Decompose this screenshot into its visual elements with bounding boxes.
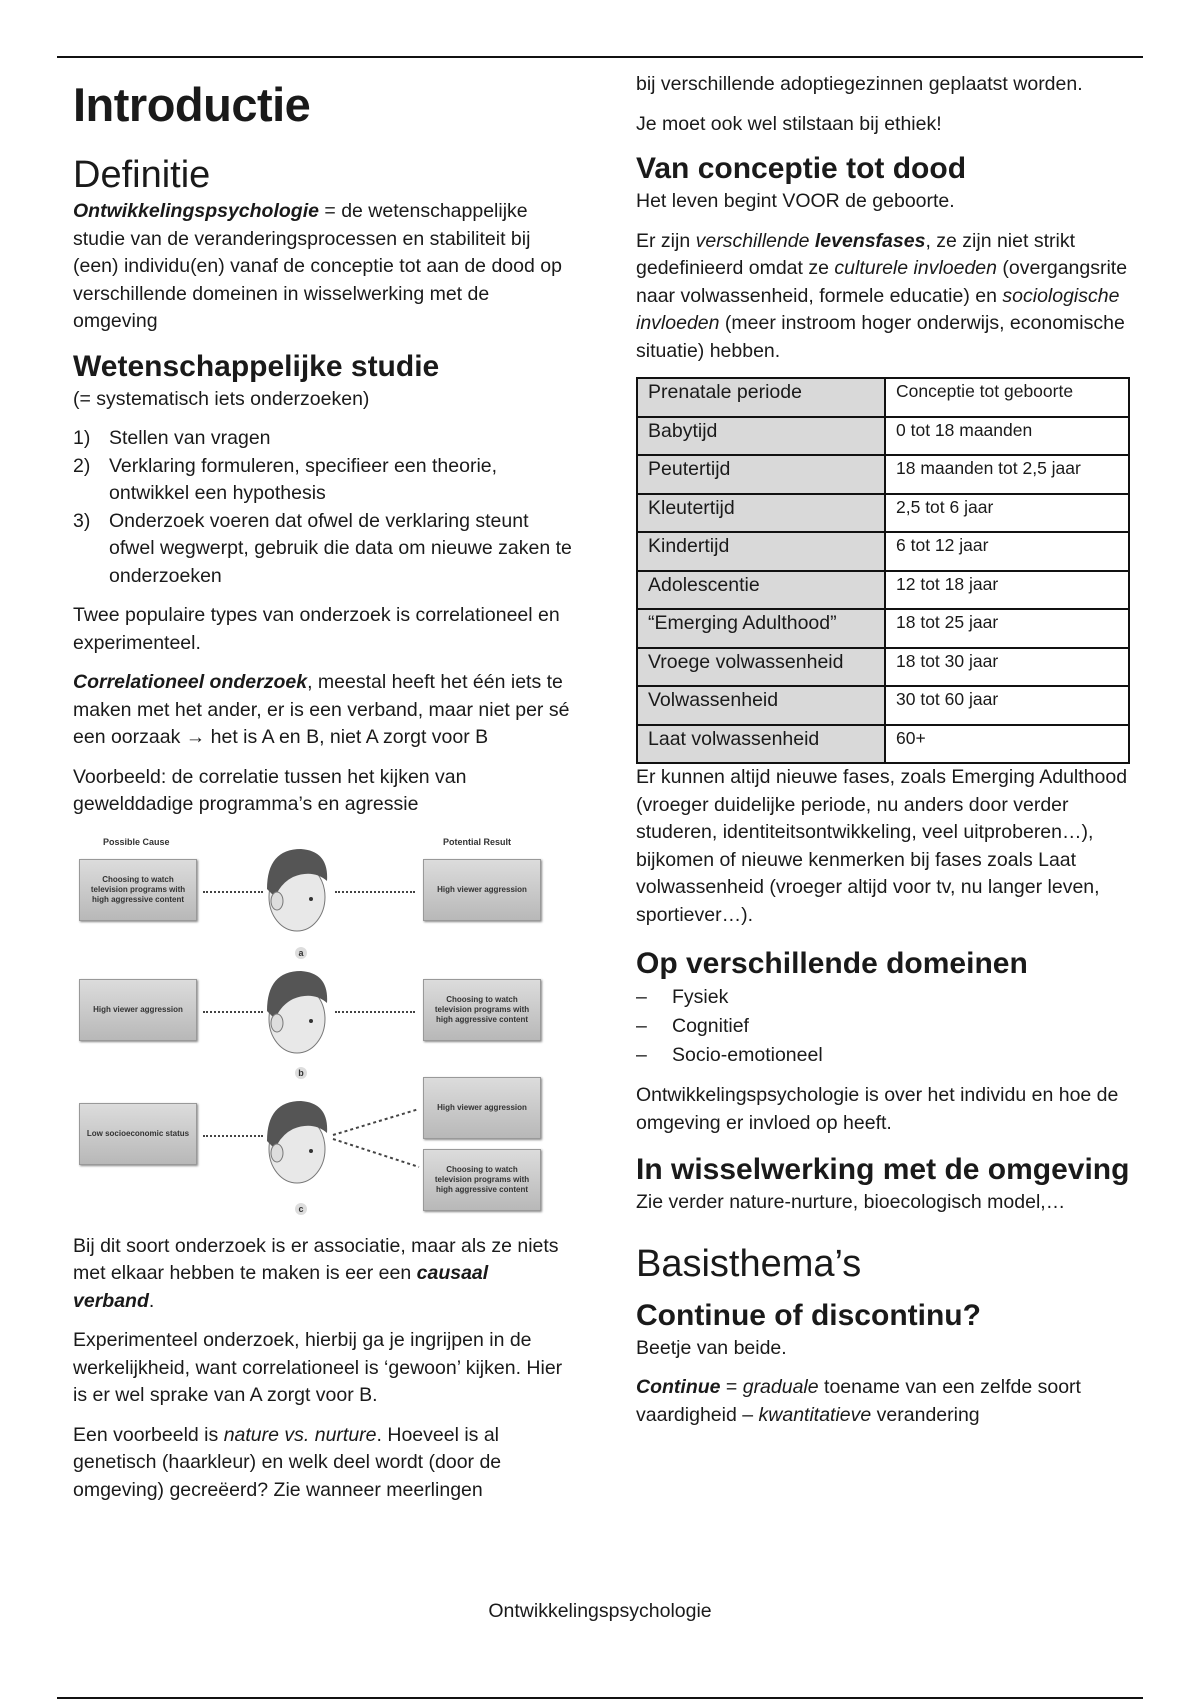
figure-c-result1-box: High viewer aggression [423, 1077, 541, 1139]
heading-op-verschillende-domeinen: Op verschillende domeinen [636, 947, 1028, 980]
steps-list [73, 425, 573, 590]
example-paragraph: Voorbeeld: de correlatie tussen het kijken van gewelddadige programma’s en agressie [73, 765, 467, 815]
table-row: Adolescentie 12 tot 18 jaar [637, 571, 1129, 610]
figure-c-cause-box: Low socioeconomic status [79, 1103, 197, 1165]
table-row: “Emerging Adulthood” 18 tot 25 jaar [637, 609, 1129, 648]
child-head-icon [253, 1091, 333, 1191]
list-item: – Cognitief [636, 1015, 749, 1037]
figure-a-result-box: High viewer aggression [423, 859, 541, 921]
table-row: Laat volwassenheid 60+ [637, 725, 1129, 764]
figure-label-result: Potential Result [443, 836, 512, 847]
heading-wetenschappelijke-studie: Wetenschappelijke studie [73, 349, 440, 383]
child-head-icon [253, 961, 333, 1061]
levensfases-paragraph: Er zijn verschillende levensfases, ze zijn niet strikt gedefinieerd omdat ze culturele invloeden (overgangsrite naar volwassenheid, formele educatie) en sociologische invloeden (meer instroom hoger onderwijs, economische situatie) hebben. [636, 229, 1128, 362]
heading-definitie: Definitie [73, 154, 211, 196]
ethics-paragraph: Je moet ook wel stilstaan bij ethiek! [636, 112, 942, 135]
basis-intro: Beetje van beide. [636, 1336, 787, 1359]
figure-c-result2-box: Choosing to watch television programs with high aggressive content [423, 1149, 541, 1211]
continue-definition-paragraph: Continue = graduale toename van een zelfde soort vaardigheid – kwantitatieve verandering [636, 1376, 1081, 1426]
figure-b-cause-box: High viewer aggression [79, 979, 197, 1041]
child-head-icon [253, 839, 333, 939]
table-row: Babytijd 0 tot 18 maanden [637, 417, 1129, 456]
heading-basisthemas: Basisthema’s [636, 1242, 862, 1285]
list-item: – Socio-emotioneel [636, 1044, 823, 1066]
heading-in-wisselwerking: In wisselwerking met de omgeving [636, 1153, 1130, 1186]
left-column [73, 60, 573, 1504]
heading-continue-of-discontinu: Continue of discontinu? [636, 1298, 981, 1332]
types-paragraph: Twee populaire types van onderzoek is correlationeel en experimenteel. [73, 604, 560, 654]
table-row: Vroege volwassenheid 18 tot 30 jaar [637, 648, 1129, 687]
life-phases-table [636, 377, 1130, 764]
list-item: 1) Stellen van vragen [73, 427, 271, 449]
figure-letter-a: a [295, 947, 307, 959]
domains-list [636, 983, 1136, 1070]
table-row: Prenatale periode Conceptie tot geboorte [637, 378, 1129, 417]
table-row: Kindertijd 6 tot 12 jaar [637, 532, 1129, 571]
figure-b-result-box: Choosing to watch television programs with high aggressive content [423, 979, 541, 1041]
wisselwerking-paragraph: Zie verder nature-nurture, bioecologisch model,… [636, 1191, 1066, 1213]
table-row: Kleutertijd 2,5 tot 6 jaar [637, 494, 1129, 533]
nature-nurture-paragraph: Een voorbeeld is nature vs. nurture. Hoeveel is al genetisch (haarkleur) en welk deel wordt (door de omgeving) gecreëerd? Zie wanneer meerlingen [73, 1423, 502, 1501]
correlation-figure [73, 833, 553, 1213]
table-row: Peutertijd 18 maanden tot 2,5 jaar [637, 455, 1129, 494]
domains-paragraph: Ontwikkelingspsychologie is over het individu en hoe de omgeving er invloed op heeft. [636, 1084, 1119, 1134]
definition-paragraph: Ontwikkelingspsychologie = de wetenschappelijke studie van de veranderingsprocessen en stabiliteit bij (een) individu(en) vanaf de conceptie tot aan de dood op verschillende domeinen in wisselwerking met de omgeving [73, 200, 562, 332]
page-title: Introductie [73, 78, 311, 131]
list-item: 3) Onderzoek voeren dat ofwel de verklaring steunt ofwel wegwerpt, gebruik die data om nieuwe zaken te onderzoeken [73, 509, 572, 587]
list-item: – Fysiek [636, 986, 729, 1008]
experimental-paragraph: Experimenteel onderzoek, hierbij ga je ingrijpen in de werkelijkheid, want correlationeel is ‘gewoon’ kijken. Hier is er wel sprake van A zorgt voor B. [73, 1329, 563, 1406]
table-row: Volwassenheid 30 tot 60 jaar [637, 686, 1129, 725]
page-footer: Ontwikkelingspsychologie [488, 1600, 712, 1622]
list-item: 2) Verklaring formuleren, specifieer een theorie, ontwikkel een hypothesis [73, 454, 498, 504]
subtitle-systematisch: (= systematisch iets onderzoeken) [73, 387, 370, 410]
conceptie-intro: Het leven begint VOOR de geboorte. [636, 190, 955, 212]
right-column [636, 71, 1136, 1429]
figure-a-cause-box: Choosing to watch television programs with high aggressive content [79, 859, 197, 921]
figure-a-dots-right [335, 891, 415, 893]
figure-letter-c: c [295, 1203, 307, 1215]
continuation-paragraph: bij verschillende adoptiegezinnen geplaatst worden. [636, 73, 1083, 95]
top-rule [57, 56, 1143, 58]
bottom-rule [57, 1697, 1143, 1699]
figure-letter-b: b [295, 1067, 307, 1079]
figure-label-cause: Possible Cause [103, 836, 170, 847]
association-paragraph: Bij dit soort onderzoek is er associatie, maar als ze niets met elkaar hebben te maken is eer een causaal verband. [73, 1234, 559, 1312]
phases-note-paragraph: Er kunnen altijd nieuwe fases, zoals Emerging Adulthood (vroeger duidelijke periode, nu anders door verder studeren, identiteitsontwikkeling, veel uitproberen…), bijkomen of nieuwe kenmerken bij fases zoals Laat volwassenheid (vroeger altijd voor tv, nu langer leven, sportiever…). [636, 766, 1128, 926]
heading-van-conceptie-tot-dood: Van conceptie tot dood [636, 152, 967, 185]
figure-b-dots-right [335, 1011, 415, 1013]
correlational-paragraph: Correlationeel onderzoek, meestal heeft het één iets te maken met het ander, er is een verband, maar niet per sé een oorzaak → het is A en B, niet A zorgt voor B [73, 671, 570, 748]
figure-c-diverging-arrows [331, 1091, 423, 1181]
